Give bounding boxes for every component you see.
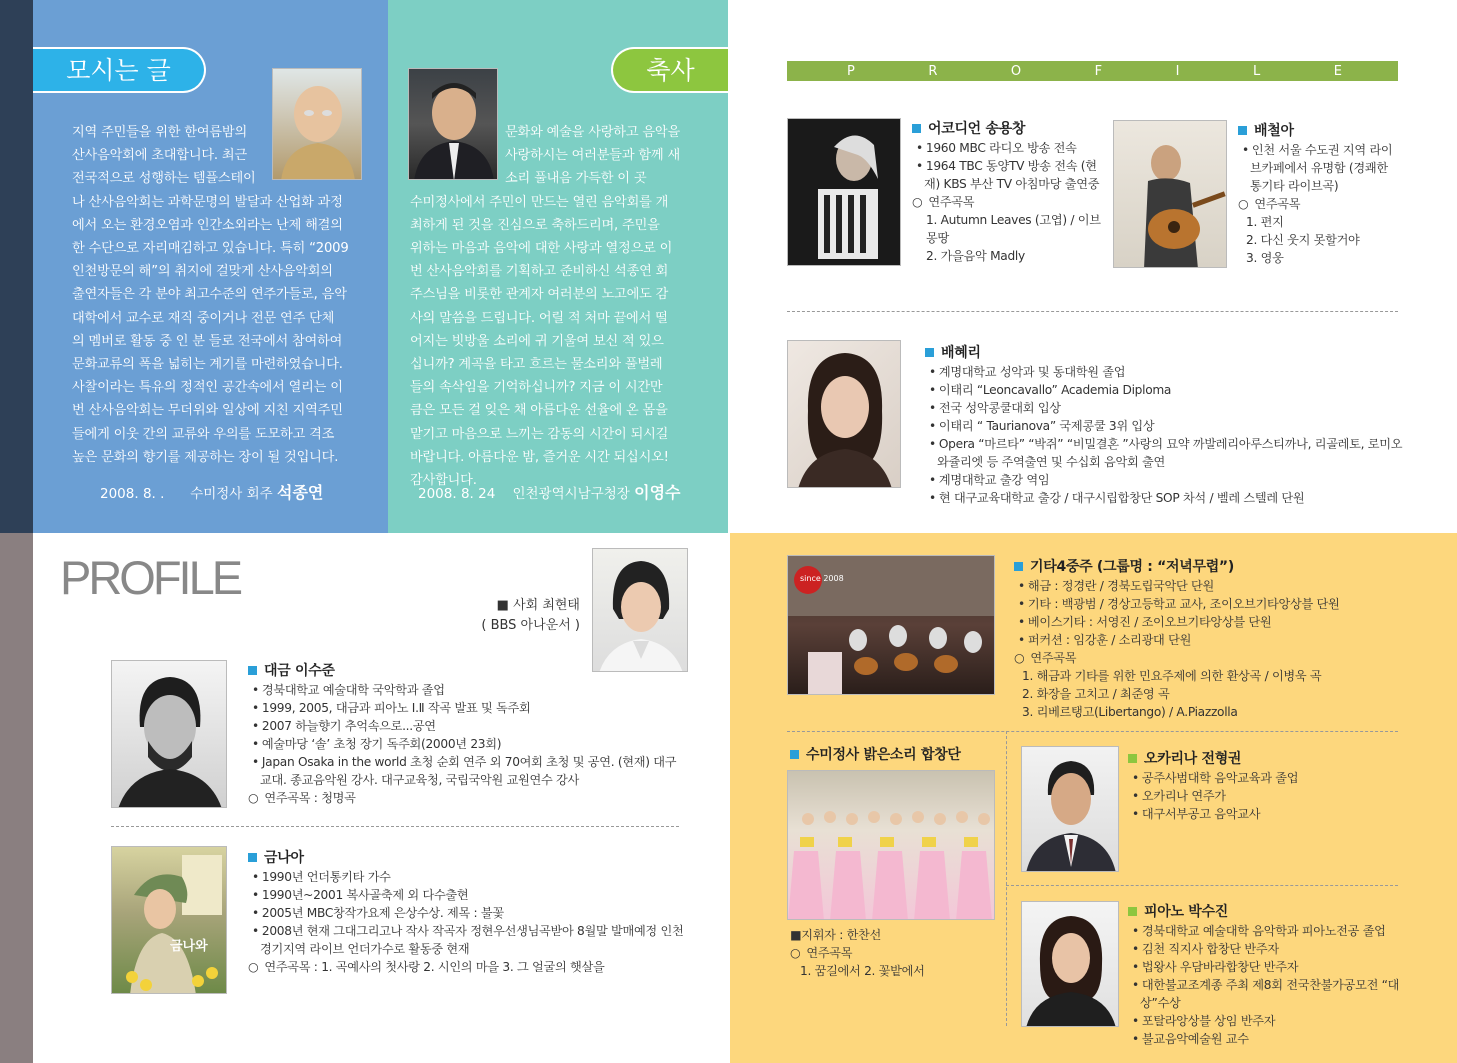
chuksa-line: 들의 속삭임을 기억하십니까? 지금 이 시간만 (410, 380, 663, 396)
guitar-quartet-item: • 해금 : 정경란 / 경북도립국악단 단원 (1014, 577, 1414, 595)
songyongchang-rep: 2. 가을음악 Madly (926, 249, 1025, 263)
guitar-quartet-item: • 퍼커션 : 임강훈 / 소리광대 단원 (1014, 631, 1414, 649)
baehyeri-item: • 계명대학교 출강 역임 (925, 471, 1405, 489)
chuksa-line: 주스님을 비롯한 관계자 여러분의 노고에도 감 (410, 287, 669, 303)
moshi-line: 전국적으로 성행하는 템플스테이 (72, 171, 256, 187)
leesujun-section (248, 662, 678, 807)
leesujun-name: 대금 이수준 (264, 663, 335, 679)
moshi-line: 지역 주민들을 위한 한여름밤의 (72, 125, 247, 140)
piano-photo (1021, 901, 1119, 1027)
geumnaa-item: • 2005년 MBC창작가요제 은상수상. 제목 : 불꽃 (248, 904, 688, 922)
square-bullet-icon (1238, 126, 1247, 135)
profile-letter: F (1094, 63, 1104, 79)
chuksa-line: 소리 풀내음 가득한 이 곳 (505, 171, 647, 187)
chuksa-line: 감사합니다. (410, 473, 477, 489)
songyongchang-item: • 1960 MBC 라디오 방송 전속 (912, 139, 1102, 157)
guitar-quartet-photo (787, 555, 995, 695)
chuksa-line: 문화와 예술을 사랑하고 음악을 (505, 125, 680, 140)
baecheolah-photo (1113, 120, 1227, 268)
profile-heading: PROFILE (60, 551, 241, 604)
baecheolah-rep: 2. 다신 웃지 못할거야 (1246, 233, 1360, 247)
host-sub: ( BBS 아나운서 ) (481, 618, 580, 633)
profile-letter: E (1333, 63, 1343, 79)
piano-item: • 불교음악예술원 교수 (1128, 1030, 1418, 1048)
baehyeri-item: • 계명대학교 성악과 및 동대학원 졸업 (925, 363, 1405, 381)
songyongchang-item: • 1964 TBC 동양TV 방송 전속 (현재) KBS 부산 TV 아침마당 출연중 (912, 157, 1102, 193)
ocarina-item: • 오카리나 연주가 (1128, 787, 1398, 805)
guitar-quartet-rep: 2. 화장을 고치고 / 최준영 곡 (1022, 687, 1170, 701)
songyongchang-rep: 1. Autumn Leaves (고엽) / 이브 몽땅 (926, 213, 1101, 245)
baehyeri-item: • Opera “마르타” “박쥐” “비밀결혼 ”사랑의 묘약 까발레리아루스티까나, 리골레토, 로미오와쥴리엣 등 주역출연 및 수십회 음악회 출연 (925, 435, 1405, 471)
geumnaa-name: 금나아 (264, 850, 304, 866)
divider-vertical (1006, 731, 1007, 1026)
profile-header-bar (787, 61, 1398, 81)
invitation-title: 모시는 글 (33, 47, 206, 93)
congrats-signature (418, 480, 681, 503)
divider (787, 731, 1398, 732)
invitation-date: 2008. 8. . (100, 486, 165, 502)
chuksa-line: 바랍니다. 아름다운 밤, 즐거운 시간 되십시오! (410, 449, 669, 465)
moshi-line: 출연자들은 각 분야 최고수준의 연주가들로, 음악 (72, 287, 347, 303)
piano-item: • 대한불교조계종 주최 제8회 전국찬불가공모전 “대상”수상 (1128, 976, 1418, 1012)
chuksa-line: 큼은 모든 걸 잊은 채 아름다운 선율에 온 몸을 (410, 403, 668, 419)
guitar-quartet-section (1014, 558, 1414, 721)
ocarina-item: • 대구서부공고 음악교사 (1128, 805, 1398, 823)
guitar-quartet-item: • 기타 : 백광범 / 경상고등학교 교사, 조이오브기타앙상블 단원 (1014, 595, 1414, 613)
moshi-line: 나 산사음악회는 과학문명의 발달과 산업화 과정 (72, 194, 343, 210)
ocarina-section (1128, 750, 1398, 823)
moshi-line: 높은 문화의 향기를 제공하는 장이 될 것입니다. (72, 449, 339, 465)
moshi-line: 한 수단으로 자리매김하고 있습니다. 특히 “2009 (72, 241, 349, 257)
ocarina-name: 오카리나 전형권 (1144, 751, 1242, 767)
invitation-signature (100, 480, 323, 503)
songyongchang-name: 어코디언 송용창 (928, 121, 1026, 137)
guitar-quartet-name: 기타4중주 (그룹명 : “저녁무렵”) (1030, 559, 1234, 575)
baehyeri-item: • 이태리 “Leoncavallo” Academia Diploma (925, 381, 1405, 399)
moshi-line: 번 산사음악회는 무더위와 일상에 지친 지역주민 (72, 403, 343, 419)
leesujun-item: • 경북대학교 예술대학 국악학과 졸업 (248, 681, 678, 699)
guitar-quartet-rep-label: ○ 연주곡목 (1014, 649, 1414, 667)
piano-item: • 김천 직지사 합창단 반주자 (1128, 940, 1418, 958)
leesujun-item: • 2007 하늘향기 추억속으로...공연 (248, 717, 678, 735)
square-bullet-icon (248, 666, 257, 675)
geumnaa-section (248, 849, 688, 976)
baecheolah-rep: 3. 영웅 (1246, 251, 1284, 265)
moshi-line: 문화교류의 폭을 넓히는 계기를 마련하였습니다. (72, 357, 343, 373)
profile-letter: P (847, 63, 856, 79)
leesujun-item: • Japan Osaka in the world 초청 순회 연주 외 70여회 초청 및 공연. (현재) 대구교대. 종교음악원 강사. 대구교육청, 국립국악원 교원연수 강사 (248, 753, 678, 789)
moshi-line: 에서 오는 환경오염과 인간소외라는 난제 해결의 (72, 217, 343, 233)
square-bullet-icon (1128, 754, 1137, 763)
baehyeri-name: 배혜리 (941, 345, 981, 361)
congrats-signer: 이영수 (634, 483, 681, 502)
piano-item: • 경북대학교 예술대학 음악학과 피아노전공 졸업 (1128, 922, 1418, 940)
ocarina-item: • 공주사범대학 음악교육과 졸업 (1128, 769, 1398, 787)
chuksa-line: 맡기고 마음으로 느끼는 감동의 시간이 되시길 (410, 426, 669, 442)
square-bullet-icon (912, 124, 921, 133)
congrats-title: 축사 (611, 47, 728, 93)
baehyeri-item: • 이태리 “ Taurianova” 국제콩쿨 3위 입상 (925, 417, 1405, 435)
choir-rep: 1. 꿈길에서 2. 꽃밭에서 (800, 964, 925, 978)
host-caption (480, 596, 580, 636)
chuksa-line: 십니까? 계곡을 타고 흐르는 물소리와 풀벌레 (410, 357, 663, 373)
profile-letter: R (928, 63, 939, 79)
baecheolah-section (1238, 122, 1398, 267)
leesujun-rep: ○ 연주곡목 : 청명곡 (248, 789, 678, 807)
square-bullet-icon (1128, 907, 1137, 916)
geumnaa-rep: ○ 연주곡목 : 1. 곡예사의 첫사랑 2. 시인의 마을 3. 그 얼굴의 햇살을 (248, 958, 688, 976)
profile-letter: O (1010, 63, 1023, 79)
baecheolah-item: • 인천 서울 수도권 지역 라이브카페에서 유명함 (경쾌한 통기타 라이브곡) (1238, 141, 1398, 195)
host-name: ■ 사회 최현태 (496, 598, 580, 613)
invitation-role: 수미정사 회주 (190, 486, 273, 502)
chuksa-line: 위하는 마음과 음악에 대한 사랑과 열정으로 이 (410, 241, 673, 257)
choir-heading (790, 746, 1005, 765)
congrats-body (410, 121, 693, 492)
divider (111, 826, 679, 827)
moshi-line: 사찰이라는 특유의 정적인 공간속에서 열리는 이 (72, 380, 343, 396)
piano-name: 피아노 박수진 (1144, 904, 1228, 920)
congrats-role: 인천광역시남구청장 (512, 486, 630, 502)
choir-name: 수미정사 밝은소리 합창단 (806, 747, 961, 763)
profile-letter: I (1175, 63, 1181, 79)
choir-conductor: ■지휘자 : 한찬선 (790, 928, 882, 942)
invitation-signer: 석종연 (277, 483, 324, 502)
square-bullet-icon (790, 750, 799, 759)
baehyeri-item: • 전국 성악콩쿨대회 입상 (925, 399, 1405, 417)
piano-item: • 법왕사 우담바라합창단 반주자 (1128, 958, 1418, 976)
geumnaa-photo (111, 846, 227, 994)
geumnaa-item: • 1990년~2001 복사골축제 외 다수출현 (248, 886, 688, 904)
square-bullet-icon (248, 853, 257, 862)
square-bullet-icon (1014, 562, 1023, 571)
chuksa-line: 사의 말씀을 드립니다. 어릴 적 처마 끝에서 떨 (410, 310, 668, 326)
chuksa-line: 사랑하시는 여러분들과 함께 새 (505, 148, 680, 164)
leesujun-item: • 예술마당 ‘솔’ 초청 장기 독주회(2000년 23회) (248, 735, 678, 753)
piano-item: • 포탈라앙상블 상임 반주자 (1128, 1012, 1418, 1030)
ocarina-photo (1021, 746, 1119, 872)
baecheolah-rep-label: ○ 연주곡목 (1238, 195, 1398, 213)
baehyeri-item: • 현 대구교육대학교 출강 / 대구시립합창단 SOP 차석 / 벨레 스텔레 단원 (925, 489, 1405, 507)
moshi-line: 의 멤버로 활동 중 인 분 들로 전국에서 참여하여 (72, 333, 343, 349)
chuksa-line: 수미정사에서 주민이 만드는 열린 음악회를 개 (410, 194, 669, 210)
choir-section (790, 926, 1005, 980)
divider (1006, 885, 1398, 886)
songyongchang-photo (787, 118, 901, 266)
square-bullet-icon (925, 348, 934, 357)
invitation-body (72, 121, 368, 469)
baehyeri-photo (787, 340, 901, 488)
chuksa-line: 최하게 된 것을 진심으로 축하드리며, 주민을 (410, 217, 660, 233)
guitar-quartet-item: • 베이스기타 : 서영진 / 조이오브기타앙상블 단원 (1014, 613, 1414, 631)
piano-section (1128, 903, 1418, 1048)
since-2008-sign: since 2008 (800, 574, 844, 583)
profile-letter: L (1252, 63, 1262, 79)
choir-rep-label: ○ 연주곡목 (790, 944, 1005, 962)
congrats-date: 2008. 8. 24 (418, 486, 496, 502)
leesujun-photo (111, 660, 227, 808)
divider (787, 311, 1398, 312)
chuksa-line: 어지는 빗방울 소리에 귀 기울여 보신 적 있으 (410, 333, 664, 349)
guitar-quartet-rep: 1. 해금과 기타를 위한 민요주제에 의한 환상곡 / 이병욱 곡 (1022, 669, 1322, 683)
moshi-line: 인천방문의 해”의 취지에 걸맞게 산사음악회의 (72, 264, 333, 280)
moshi-line: 산사음악회에 초대합니다. 최근 (72, 148, 247, 164)
geumnaa-photo-text: 금나와 (170, 939, 208, 954)
moshi-line: 대학에서 교수로 재직 중이거나 전문 연주 단체 (72, 310, 335, 326)
moshi-line: 들에게 이웃 간의 교류와 우의를 도모하고 격조 (72, 426, 335, 442)
geumnaa-item: • 1990년 언더통키타 가수 (248, 868, 688, 886)
songyongchang-rep-label: ○ 연주곡목 (912, 193, 1102, 211)
guitar-quartet-rep: 3. 리베르탱고(Libertango) / A.Piazzolla (1022, 705, 1238, 719)
left-stripe-bottom (0, 533, 33, 1063)
chuksa-line: 번 산사음악회를 기획하고 준비하신 석종연 회 (410, 264, 669, 280)
host-photo (592, 548, 688, 672)
left-stripe-top (0, 0, 33, 533)
songyongchang-section (912, 120, 1102, 265)
geumnaa-item: • 2008년 현재 그대그리고나 작사 작곡자 정현우선생님곡받아 8월말 발매예정 인천 경기지역 라이브 언더가수로 활동중 현재 (248, 922, 688, 958)
baehyeri-section (925, 344, 1405, 507)
choir-photo (787, 770, 995, 920)
baecheolah-name: 배철아 (1254, 123, 1294, 139)
baecheolah-rep: 1. 편지 (1246, 215, 1284, 229)
leesujun-item: • 1999, 2005, 대금과 피아노 Ⅰ.Ⅱ 작곡 발표 및 독주회 (248, 699, 678, 717)
